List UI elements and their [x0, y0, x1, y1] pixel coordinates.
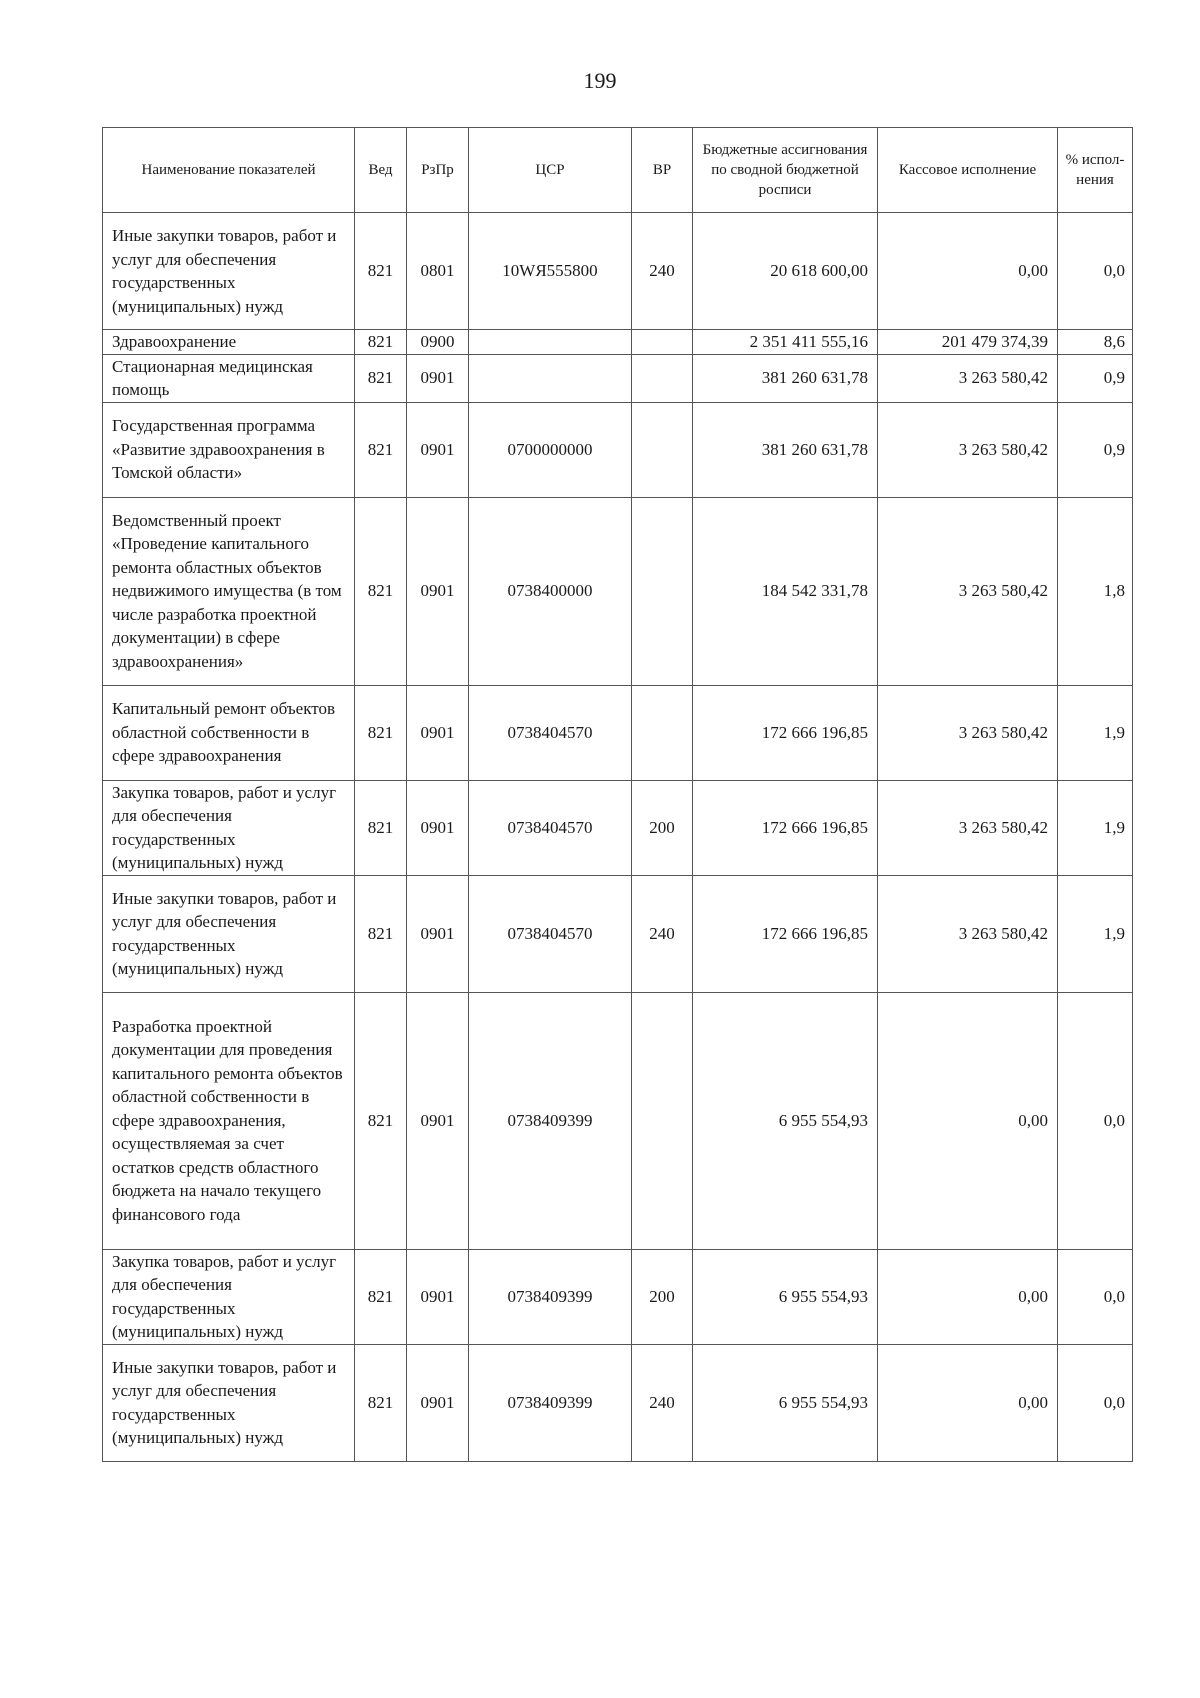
row-name: Иные закупки товаров, работ и услуг для обеспечения государственных (муниципальных) нужд: [103, 875, 355, 992]
table-row: [103, 992, 1133, 1249]
row-rzpr: 0901: [407, 875, 469, 992]
budget-execution-table: [102, 127, 1133, 1462]
row-csr: 0738400000: [469, 497, 632, 685]
header-name: Наименование показателей: [103, 128, 355, 213]
row-csr: 0738409399: [469, 1249, 632, 1344]
row-rzpr: 0901: [407, 1249, 469, 1344]
row-ved: 821: [355, 330, 407, 355]
row-vr: 200: [632, 780, 693, 875]
row-ved: 821: [355, 497, 407, 685]
row-budget: 381 260 631,78: [693, 402, 878, 497]
header-budget: Бюджетные ассигнования по сводной бюджетной росписи: [693, 128, 878, 213]
row-rzpr: 0900: [407, 330, 469, 355]
table-header: [103, 128, 1133, 213]
row-csr: 0738409399: [469, 992, 632, 1249]
table-row: [103, 330, 1133, 355]
row-name: Здравоохранение: [103, 330, 355, 355]
row-rzpr: 0901: [407, 402, 469, 497]
table-row: [103, 402, 1133, 497]
row-ved: 821: [355, 992, 407, 1249]
row-cash: 3 263 580,42: [878, 497, 1058, 685]
row-rzpr: 0901: [407, 1344, 469, 1461]
row-budget: 172 666 196,85: [693, 685, 878, 780]
row-percent: 0,9: [1058, 402, 1133, 497]
row-cash: 0,00: [878, 1344, 1058, 1461]
row-ved: 821: [355, 780, 407, 875]
row-csr: 0700000000: [469, 402, 632, 497]
table-row: [103, 780, 1133, 875]
row-budget: 6 955 554,93: [693, 1249, 878, 1344]
row-percent: 1,9: [1058, 780, 1133, 875]
row-percent: 0,0: [1058, 992, 1133, 1249]
row-csr: 0738409399: [469, 1344, 632, 1461]
row-csr: 10WЯ555800: [469, 213, 632, 330]
row-vr: [632, 992, 693, 1249]
row-vr: 240: [632, 875, 693, 992]
row-ved: 821: [355, 1344, 407, 1461]
row-vr: [632, 685, 693, 780]
table-body: [103, 213, 1133, 1462]
row-budget: 172 666 196,85: [693, 875, 878, 992]
header-cash: Кассовое исполнение: [878, 128, 1058, 213]
header-row: [103, 128, 1133, 213]
row-ved: 821: [355, 685, 407, 780]
row-percent: 0,0: [1058, 1249, 1133, 1344]
row-budget: 184 542 331,78: [693, 497, 878, 685]
row-rzpr: 0801: [407, 213, 469, 330]
row-percent: 8,6: [1058, 330, 1133, 355]
row-percent: 0,0: [1058, 1344, 1133, 1461]
table-row: [103, 213, 1133, 330]
row-cash: 3 263 580,42: [878, 685, 1058, 780]
row-vr: 200: [632, 1249, 693, 1344]
table-row: [103, 685, 1133, 780]
row-budget: 2 351 411 555,16: [693, 330, 878, 355]
row-percent: 1,9: [1058, 875, 1133, 992]
row-name: Разработка проектной документации для проведения капитального ремонта объектов областной собственности в сфере здравоохранения, осуществляемая за счет остатков средств областного бюджета на начало текущего финансового года: [103, 992, 355, 1249]
row-name: Государственная программа «Развитие здравоохранения в Томской области»: [103, 402, 355, 497]
row-csr: [469, 330, 632, 355]
row-cash: 3 263 580,42: [878, 402, 1058, 497]
row-name: Стационарная медицинская помощь: [103, 354, 355, 402]
row-vr: [632, 354, 693, 402]
row-budget: 381 260 631,78: [693, 354, 878, 402]
row-name: Капитальный ремонт объектов областной собственности в сфере здравоохранения: [103, 685, 355, 780]
row-csr: 0738404570: [469, 685, 632, 780]
row-percent: 0,9: [1058, 354, 1133, 402]
row-rzpr: 0901: [407, 992, 469, 1249]
table-row: [103, 1249, 1133, 1344]
row-ved: 821: [355, 213, 407, 330]
row-vr: 240: [632, 213, 693, 330]
table-row: [103, 497, 1133, 685]
row-name: Закупка товаров, работ и услуг для обеспечения государственных (муниципальных) нужд: [103, 1249, 355, 1344]
row-rzpr: 0901: [407, 497, 469, 685]
row-vr: [632, 497, 693, 685]
header-ved: Вед: [355, 128, 407, 213]
row-cash: 3 263 580,42: [878, 354, 1058, 402]
row-vr: [632, 402, 693, 497]
row-vr: 240: [632, 1344, 693, 1461]
row-cash: 0,00: [878, 213, 1058, 330]
row-rzpr: 0901: [407, 685, 469, 780]
table-row: [103, 1344, 1133, 1461]
row-name: Иные закупки товаров, работ и услуг для обеспечения государственных (муниципальных) нужд: [103, 1344, 355, 1461]
row-budget: 6 955 554,93: [693, 992, 878, 1249]
row-cash: 3 263 580,42: [878, 780, 1058, 875]
row-cash: 3 263 580,42: [878, 875, 1058, 992]
header-percent: % испол-нения: [1058, 128, 1133, 213]
page-number: 199: [583, 68, 617, 93]
table-row: [103, 354, 1133, 402]
header-csr: ЦСР: [469, 128, 632, 213]
table-row: [103, 875, 1133, 992]
row-percent: 0,0: [1058, 213, 1133, 330]
row-cash: 0,00: [878, 1249, 1058, 1344]
row-rzpr: 0901: [407, 780, 469, 875]
row-cash: 201 479 374,39: [878, 330, 1058, 355]
row-name: Ведомственный проект «Проведение капитального ремонта областных объектов недвижимого имущества (в том числе разработка проектной документации) в сфере здравоохранения»: [103, 497, 355, 685]
row-cash: 0,00: [878, 992, 1058, 1249]
row-budget: 6 955 554,93: [693, 1344, 878, 1461]
row-budget: 20 618 600,00: [693, 213, 878, 330]
row-vr: [632, 330, 693, 355]
row-csr: 0738404570: [469, 875, 632, 992]
row-percent: 1,9: [1058, 685, 1133, 780]
header-vr: ВР: [632, 128, 693, 213]
row-name: Закупка товаров, работ и услуг для обеспечения государственных (муниципальных) нужд: [103, 780, 355, 875]
row-ved: 821: [355, 402, 407, 497]
header-rzpr: РзПр: [407, 128, 469, 213]
row-csr: [469, 354, 632, 402]
row-ved: 821: [355, 875, 407, 992]
row-csr: 0738404570: [469, 780, 632, 875]
row-percent: 1,8: [1058, 497, 1133, 685]
row-name: Иные закупки товаров, работ и услуг для обеспечения государственных (муниципальных) нужд: [103, 213, 355, 330]
row-ved: 821: [355, 1249, 407, 1344]
row-rzpr: 0901: [407, 354, 469, 402]
row-ved: 821: [355, 354, 407, 402]
row-budget: 172 666 196,85: [693, 780, 878, 875]
